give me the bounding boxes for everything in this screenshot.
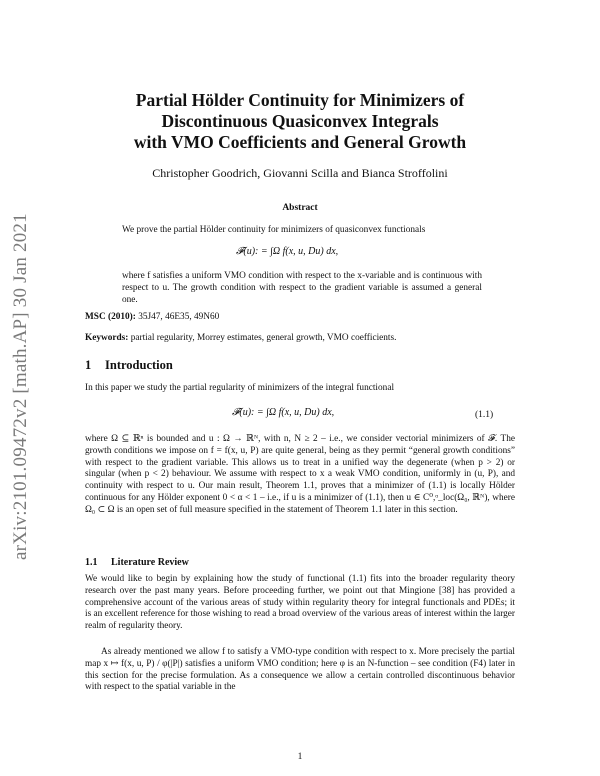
page-number: 1 xyxy=(297,752,303,762)
abstract-body: where f satisfies a uniform VMO condition with respect to the x-variable and is continuous with respect to u. The growth condition with respect to the gradient variable is assumed a general one. xyxy=(122,271,482,305)
abstract-intro: We prove the partial Hölder continuity for minimizers of quasiconvex functionals xyxy=(122,225,426,235)
title-line: Partial Hölder Continuity for Minimizers of xyxy=(135,90,465,110)
title-line: with VMO Coefficients and General Growth xyxy=(133,132,467,152)
author-list: Christopher Goodrich, Giovanni Scilla and Bianca Stroffolini xyxy=(152,166,448,180)
intro-paragraph: where Ω ⊆ ℝⁿ is bounded and u : Ω → ℝᴺ, with n, N ≥ 2 – i.e., we consider vectorial minimizers of 𝓕. The growth conditions we impose on f = f(x, u, P) are quite general, being as they permit “general growth conditions” with respect to the gradient variable. This allows us to treat in a unified way the degenerate (when p > 2) or singular (when p < 2) behaviour. We assume with respect to x a weak VMO condition, uniformly in (u, P), and continuity with respect to u. Our main result, Theorem 1.1, proves that a minimizer of (1.1) is locally Hölder continuous for any Hölder exponent 0 < α < 1 – i.e., if u is a minimizer of (1.1), then u ∈ C⁰,ᵅ_loc(Ω₀, ℝᴺ), where Ω₀ ⊂ Ω is an open set of full measure specified in the statement of Theorem 1.1 later in this section. xyxy=(85,434,515,515)
msc-line xyxy=(85,312,515,324)
title-line: Discontinuous Quasiconvex Integrals xyxy=(161,111,439,131)
subsection-number: 1.1 xyxy=(85,557,98,568)
msc-label: MSC (2010): xyxy=(85,312,136,322)
equation-1-1: 𝓕(u): = ∫Ω f(x, u, Du) dx, xyxy=(232,407,335,418)
msc-codes: 35J47, 46E35, 49N60 xyxy=(138,312,220,322)
paper-title xyxy=(85,90,515,153)
subsection-title: Literature Review xyxy=(111,557,189,568)
keywords-label: Keywords: xyxy=(85,333,129,343)
arxiv-identifier-stamp: arXiv:2101.09472v2 [math.AP] 30 Jan 2021 xyxy=(10,213,31,560)
equation-number: (1.1) xyxy=(475,410,494,420)
intro-lead: In this paper we study the partial regularity of minimizers of the integral functional xyxy=(85,383,395,393)
section-title: Introduction xyxy=(105,358,173,372)
abstract-formula: 𝓕(u): = ∫Ω f(x, u, Du) dx, xyxy=(236,246,339,257)
keywords-list: partial regularity, Morrey estimates, general growth, VMO coefficients. xyxy=(130,333,397,343)
section-number: 1 xyxy=(85,358,92,372)
abstract-heading: Abstract xyxy=(282,203,318,213)
keywords-line xyxy=(85,333,515,345)
literature-paragraph-1: We would like to begin by explaining how the study of functional (1.1) fits into the broader regularity theory research over the past many years. Before proceeding further, we point out that Mingione [38] has provided a comprehensive account of the various areas of study within regularity theory for integral functionals and PDEs; it is an excellent reference for those wishing to read a broad overview of the various areas of interest within the larger realm of regularity theory. xyxy=(85,574,515,632)
literature-paragraph-2: As already mentioned we allow f to satisfy a VMO-type condition with respect to x. More precisely the partial map x ↦ f(x, u, P) / φ(|P|) satisfies a uniform VMO condition; here φ is an N-function – see condition (F4) later in this section for the precise formulation. As a consequence we allow a certain controlled discontinuous behavior with respect to the spatial variable in the xyxy=(85,647,515,693)
section-heading-introduction xyxy=(85,358,173,373)
subsection-heading-literature-review xyxy=(85,557,189,568)
